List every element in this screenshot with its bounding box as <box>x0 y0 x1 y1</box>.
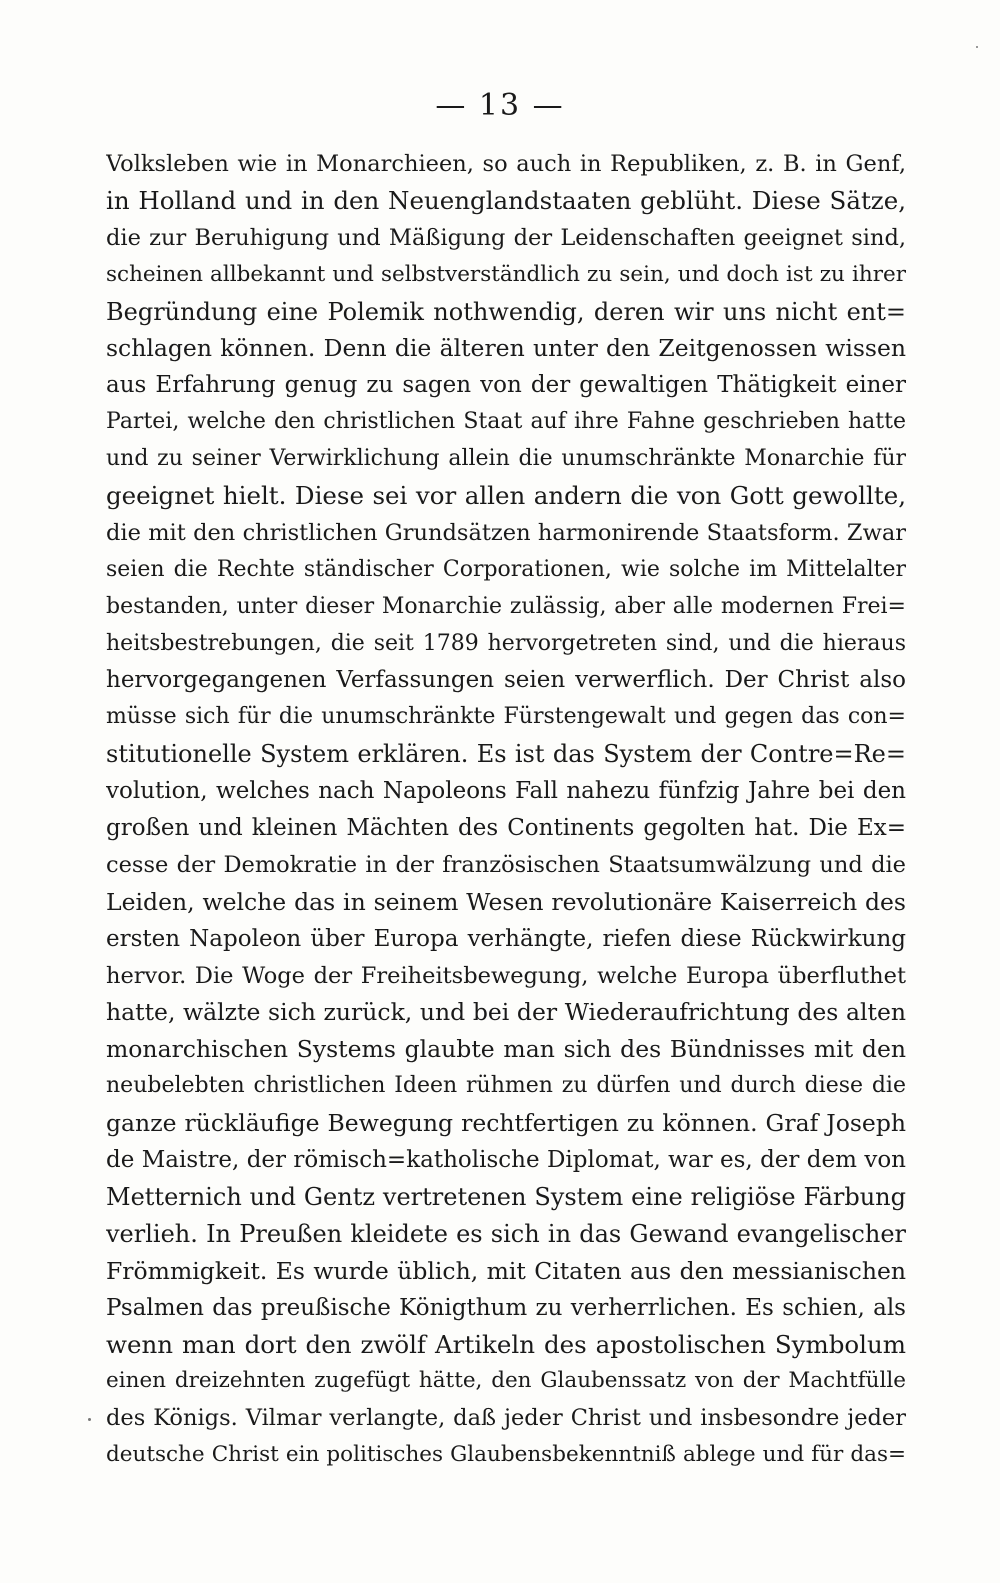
text-line: Volksleben wie in Monarchieen, so auch in Republiken, z. B. in Genf, <box>106 151 906 177</box>
text-line: schlagen können. Denn die älteren unter den Zeitgenossen wissen <box>106 334 906 363</box>
text-line: verlieh. In Preußen kleidete es sich in das Gewand evangelischer <box>106 1219 906 1248</box>
text-line: hatte, wälzte sich zurück, und bei der Wiederaufrichtung des alten <box>106 998 906 1027</box>
text-line: in Holland und in den Neuenglandstaaten geblüht. Diese Sätze, <box>106 185 906 215</box>
text-line: und zu seiner Verwirklichung allein die unumschränkte Monarchie für <box>106 446 906 472</box>
text-line: de Maistre, der römisch=katholische Diplomat, war es, der dem von <box>106 1147 906 1174</box>
text-line: ganze rückläufige Bewegung rechtfertigen zu können. Graf Joseph <box>106 1109 906 1138</box>
text-line: einen dreizehnten zugefügt hätte, den Glaubenssatz von der Machtfülle <box>106 1368 906 1394</box>
text-line: stitutionelle System erklären. Es ist das System der Contre=Re= <box>106 740 906 769</box>
text-line: heitsbestrebungen, die seit 1789 hervorgetreten sind, und die hieraus <box>106 630 906 656</box>
text-line: geeignet hielt. Diese sei vor allen andern die von Gott gewollte, <box>106 481 906 511</box>
text-line: müsse sich für die unumschränkte Fürstengewalt und gegen das con= <box>106 704 906 730</box>
text-line: scheinen allbekannt und selbstverständlich zu sein, und doch ist zu ihrer <box>106 261 906 287</box>
text-line: Metternich und Gentz vertretenen System eine religiöse Färbung <box>106 1182 906 1211</box>
text-line: deutsche Christ ein politisches Glaubensbekenntniß ablege und für das= <box>106 1442 906 1468</box>
text-line: des Königs. Vilmar verlangte, daß jeder Christ und insbesondre jeder <box>106 1405 906 1432</box>
text-line: großen und kleinen Mächten des Continents gegolten hat. Die Ex= <box>106 815 906 842</box>
text-line: die zur Beruhigung und Mäßigung der Leidenschaften geeignet sind, <box>106 224 906 251</box>
text-line: Leiden, welche das in seinem Wesen revolutionäre Kaiserreich des <box>106 887 906 916</box>
text-line: volution, welches nach Napoleons Fall nahezu fünfzig Jahre bei den <box>106 778 906 805</box>
text-line: seien die Rechte ständischer Corporationen, wie solche im Mittelalter <box>106 556 906 582</box>
text-line: monarchischen Systems glaubte man sich des Bündnisses mit den <box>106 1035 906 1064</box>
text-line: ersten Napoleon über Europa verhängte, riefen diese Rückwirkung <box>106 925 906 952</box>
page-number: — 13 — <box>435 88 565 123</box>
text-line: Partei, welche den christlichen Staat auf ihre Fahne geschrieben hatte <box>106 409 906 435</box>
text-line: wenn man dort den zwölf Artikeln des apostolischen Symbolum <box>106 1329 906 1359</box>
text-line: neubelebten christlichen Ideen rühmen zu dürfen und durch diese die <box>106 1073 906 1099</box>
text-line: hervorgegangenen Verfassungen seien verwerflich. Der Christ also <box>106 667 906 694</box>
text-line: bestanden, unter dieser Monarchie zulässig, aber alle modernen Frei= <box>106 593 906 619</box>
body-text <box>106 146 906 1474</box>
scan-speck <box>976 46 978 48</box>
text-line: Begründung eine Polemik nothwendig, deren wir uns nicht ent= <box>106 297 906 326</box>
text-line: cesse der Demokratie in der französischen Staatsumwälzung und die <box>106 851 906 878</box>
text-line: die mit den christlichen Grundsätzen harmonirende Staatsform. Zwar <box>106 519 906 546</box>
text-line: Psalmen das preußische Königthum zu verherrlichen. Es schien, als <box>106 1294 906 1321</box>
margin-mark <box>88 1418 91 1421</box>
text-line: hervor. Die Woge der Freiheitsbewegung, welche Europa überfluthet <box>106 962 906 989</box>
text-line: aus Erfahrung genug zu sagen von der gewaltigen Thätigkeit einer <box>106 372 906 399</box>
text-line: Frömmigkeit. Es wurde üblich, mit Citaten aus den messianischen <box>106 1256 906 1285</box>
